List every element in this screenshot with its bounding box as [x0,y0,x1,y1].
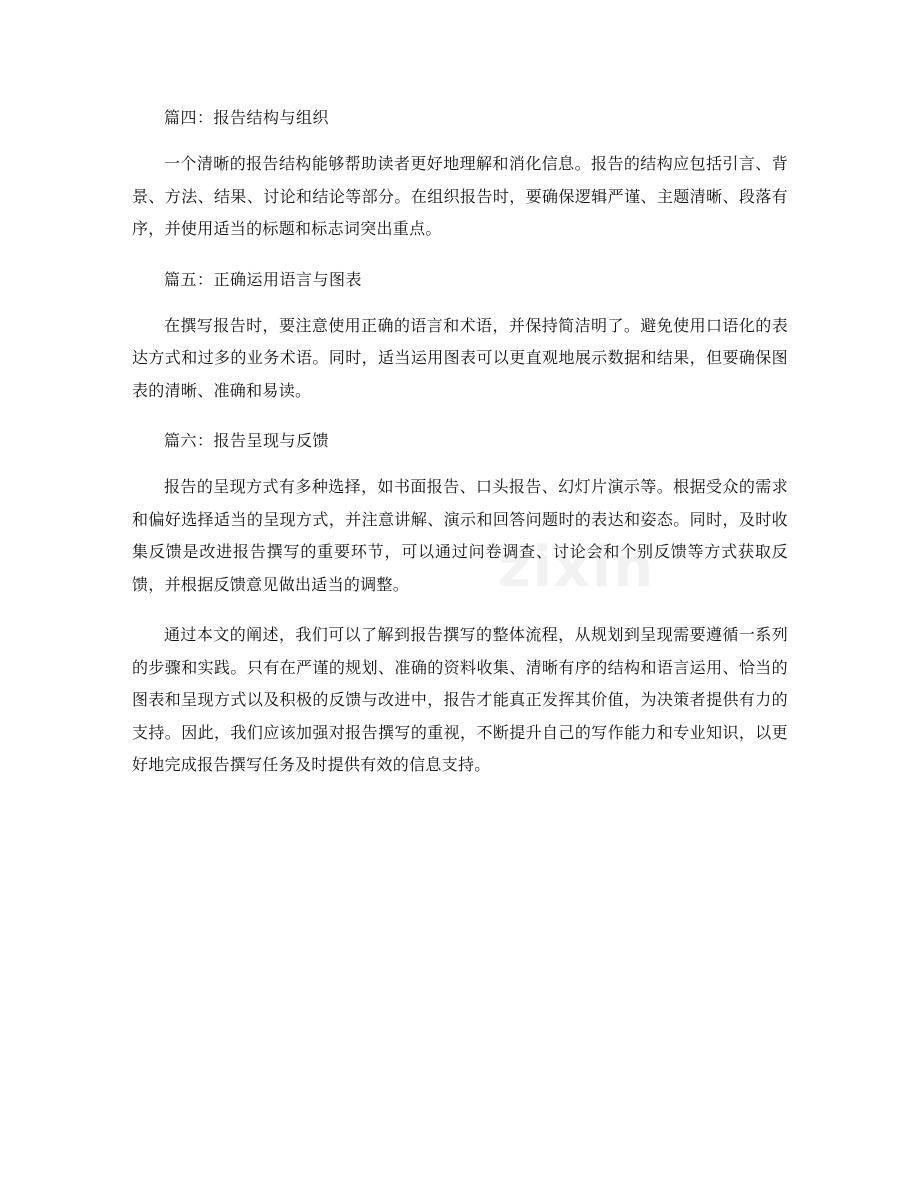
conclusion-paragraph: 通过本文的阐述，我们可以了解到报告撰写的整体流程，从规划到呈现需要遵循一系列的步骤和实践。只有在严谨的规划、准确的资料收集、清晰有序的结构和语言运用、恰当的图表和呈现方式以及积极的反馈与改进中，报告才能真正发挥其价值，为决策者提供有力的支持。因此，我们应该加强对报告撰写的重视，不断提升自己的写作能力和专业知识，以更好地完成报告撰写任务及时提供有效的信息支持。 [132,625,788,774]
section-heading-4: 篇四：报告结构与组织 [164,108,330,127]
section-paragraph-4: 一个清晰的报告结构能够帮助读者更好地理解和消化信息。报告的结构应包括引言、背景、方法、结果、讨论和结论等部分。在组织报告时，要确保逻辑严谨、主题清晰、段落有序，并使用适当的标题和标志词突出重点。 [132,154,788,238]
document-body [132,102,788,800]
section-paragraph-5: 在撰写报告时，要注意使用正确的语言和术语，并保持简洁明了。避免使用口语化的表达方式和过多的业务术语。同时，适当运用图表可以更直观地展示数据和结果，但要确保图表的清晰、准确和易读。 [132,315,788,400]
section-paragraph-6: 报告的呈现方式有多种选择，如书面报告、口头报告、幻灯片演示等。根据受众的需求和偏好选择适当的呈现方式，并注意讲解、演示和回答问题时的表达和姿态。同时，及时收集反馈是改进报告撰写的重要环节，可以通过问卷调查、讨论会和个别反馈等方式获取反馈，并根据反馈意见做出适当的调整。 [132,477,788,594]
watermark: zixin [498,535,655,600]
section-heading-5: 篇五：正确运用语言与图表 [164,269,363,289]
section-heading-6: 篇六：报告呈现与反馈 [164,431,330,450]
